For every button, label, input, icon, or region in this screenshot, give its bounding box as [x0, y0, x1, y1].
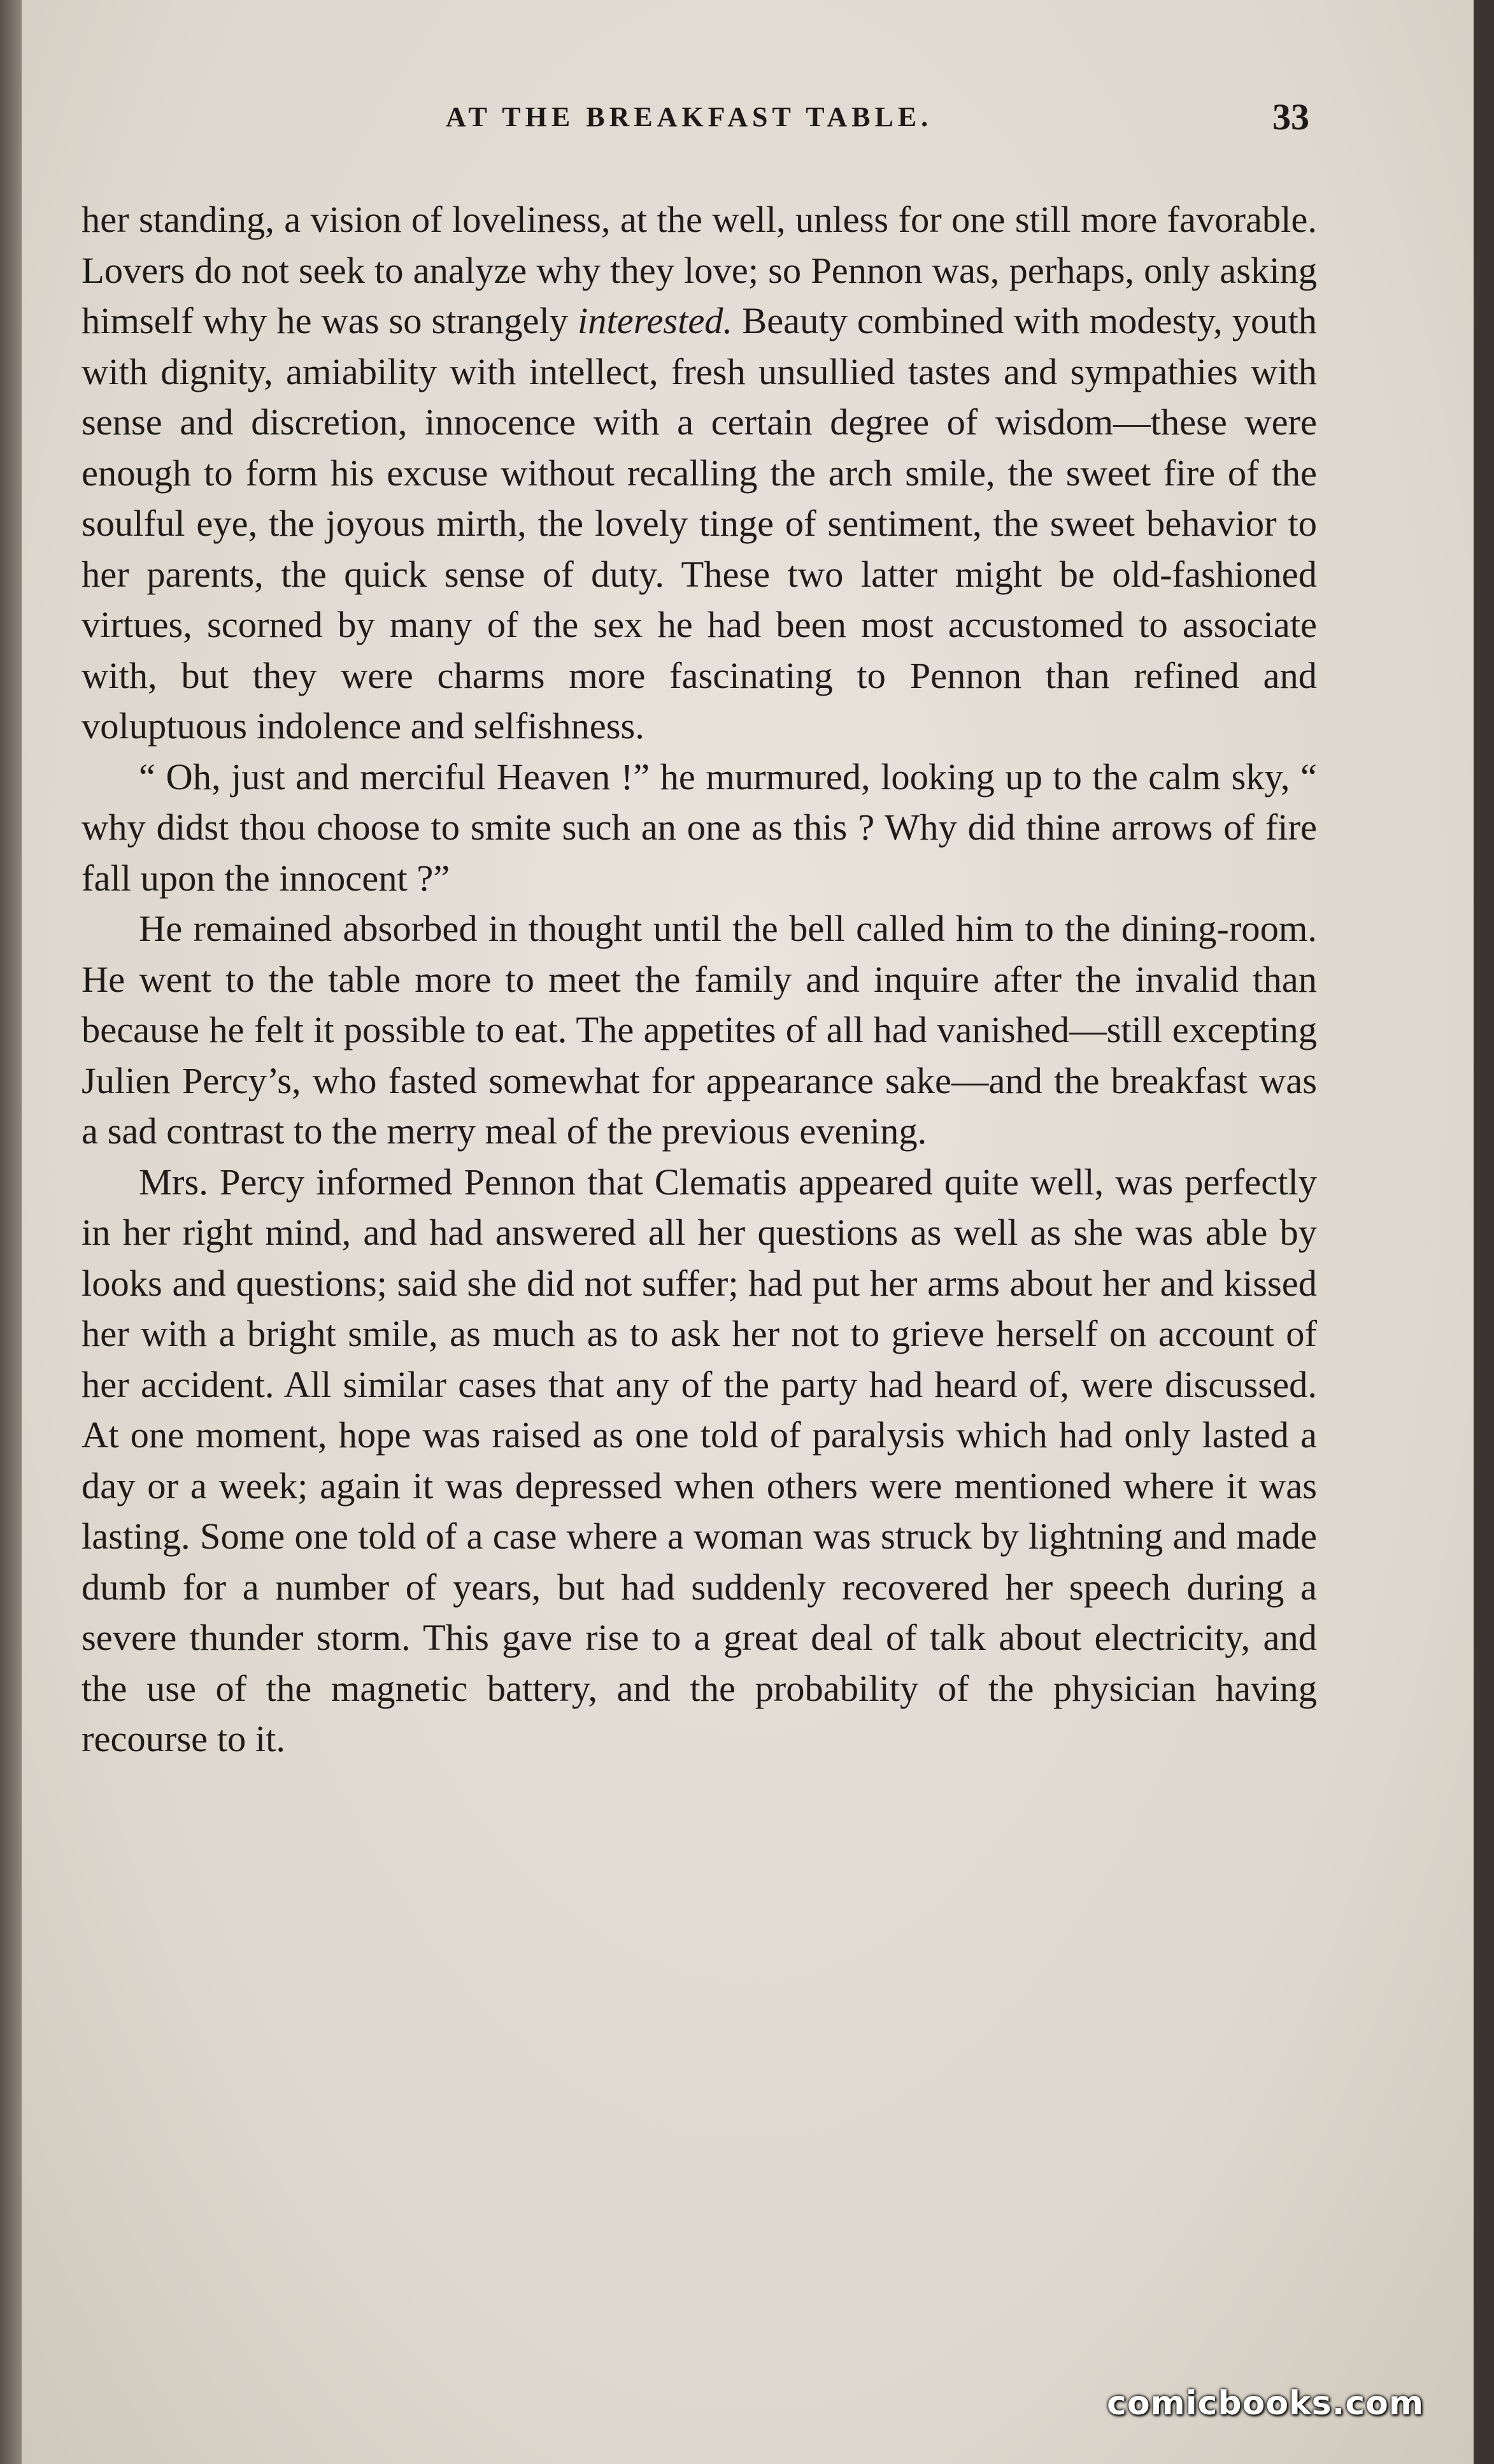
paragraph-2-text: “ Oh, just and merciful Heaven !” he murmured, looking up to the calm sky, “ why didst thou choose to smite such an one as this ? Why did thine arrows of fire fall upon the innocent ?” — [82, 756, 1317, 899]
paragraph-3 — [82, 903, 1317, 1157]
page-number: 33 — [1272, 96, 1309, 138]
watermark-text: comicbooks.com — [1107, 2384, 1425, 2423]
paragraph-2 — [82, 752, 1317, 904]
paragraph-4-text: Mrs. Percy informed Pennon that Clematis appeared quite well, was perfectly in her right mind, and had answered all her questions as well as she was able by looks and questions; said she did not suffer; had put her arms about her and kissed her with a bright smile, as much as to ask her not to grieve herself on account of her accident. All similar cases that any of the party had heard of, were discussed. At one moment, hope was raised as one told of paralysis which had only lasted a day or a week; again it was depressed when others were mentioned where it was lasting. Some one told of a case where a woman was struck by lightning and made dumb for a number of years, but had suddenly recovered her speech during a severe thunder storm. This gave rise to a great deal of talk about electricity, and the use of the magnetic battery, and the probability of the physician having recourse to it. — [82, 1161, 1317, 1759]
running-header — [0, 96, 1494, 147]
paragraph-1-text-b: Beauty combined with modesty, youth with dignity, amiability with intellect, fresh unsullied tastes and sympathies with sense and discretion, innocence with a certain degree of wisdom—these were enough to form his excuse without recalling the arch smile, the sweet fire of the soulful eye, the joyous mirth, the lovely tinge of sentiment, the sweet behavior to her parents, the quick sense of duty. These two latter might be old-fashioned virtues, scorned by many of the sex he had been most accustomed to associate with, but they were charms more fascinating to Pennon than refined and voluptuous indolence and selfishness. — [82, 300, 1317, 747]
book-spine-edge — [0, 0, 22, 2464]
paragraph-3-text: He remained absorbed in thought until the bell called him to the dining-room. He went to the table more to meet the family and inquire after the invalid than because he felt it possible to eat. The appetites of all had vanished—still excepting Julien Percy’s, who fasted somewhat for appearance sake—and the breakfast was a sad contrast to the merry meal of the previous evening. — [82, 908, 1317, 1152]
paragraph-1 — [82, 194, 1317, 752]
paragraph-1-emphasis: interested. — [578, 300, 733, 341]
paragraph-4 — [82, 1157, 1317, 1765]
running-head-title: AT THE BREAKFAST TABLE. — [446, 101, 933, 133]
body-text — [82, 194, 1317, 1765]
paragraph-1-text-a: her standing, a vision of loveliness, at the well, unless for one still more favorable. Lovers do not seek to analyze why they love; so Pennon was, perhaps, only asking himself why he was so strangely — [82, 199, 1317, 341]
